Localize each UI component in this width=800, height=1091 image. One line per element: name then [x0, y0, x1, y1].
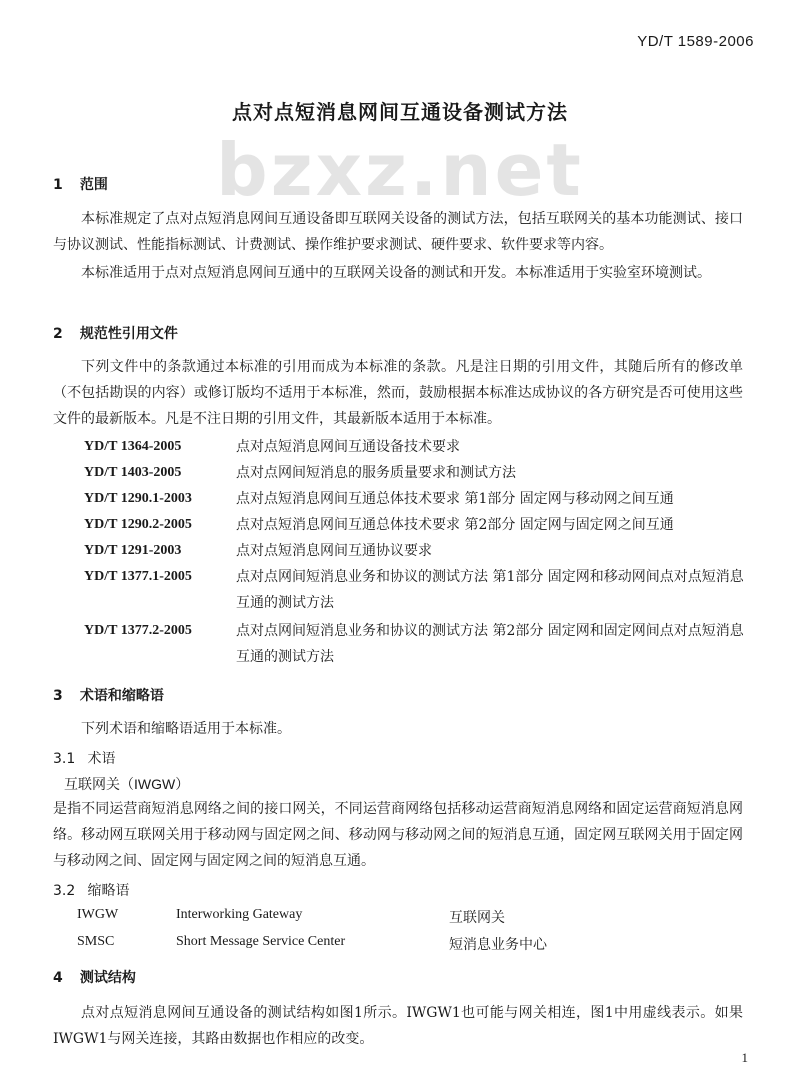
reference-title: 点对点网间短消息的服务质量要求和测试方法: [236, 465, 516, 481]
reference-code: YD/T 1291-2003: [84, 543, 182, 558]
watermark: bzxz.net: [216, 128, 584, 212]
reference-title: 点对点短消息网间互通总体技术要求 第1部分 固定网与移动网之间互通: [236, 491, 674, 507]
reference-code: YD/T 1377.1-2005: [84, 569, 192, 584]
section-number: 2: [53, 326, 63, 342]
reference-title: 点对点短消息网间互通总体技术要求 第2部分 固定网与固定网之间互通: [236, 517, 674, 533]
abbreviation-english: Interworking Gateway: [176, 907, 303, 922]
section-4-heading: [53, 967, 136, 987]
section-1-heading: [53, 174, 108, 194]
term-definition: 是指不同运营商短消息网络之间的接口网关，不同运营商网络包括移动运营商短消息网络和固定运营商短消息网络。移动网互联网关用于移动网与固定网之间、移动网与移动网之间的短消息互通，固定网互联网关用于固定网与移动网之间、固定网与固定网之间的短消息互通。: [53, 801, 743, 869]
section-2-intro: 下列文件中的条款通过本标准的引用而成为本标准的条款。凡是注日期的引用文件，其随后所有的修改单（不包括勘误的内容）或修订版均不适用于本标准，然而，鼓励根据本标准达成协议的各方研究是否可使用这些文件的最新版本。凡是不注日期的引用文件，其最新版本适用于本标准。: [53, 359, 743, 427]
section-number: 3: [53, 688, 63, 704]
section-3-heading: [53, 685, 164, 705]
section-3-intro: 下列术语和缩略语适用于本标准。: [81, 721, 291, 737]
section-2-heading: [53, 323, 178, 343]
reference-title: 点对点短消息网间互通协议要求: [236, 543, 432, 559]
term-name: 互联网关（IWGW）: [64, 776, 190, 792]
reference-title: 点对点网间短消息业务和协议的测试方法 第1部分 固定网和移动网间点对点短消息互通的测试方法: [236, 569, 744, 611]
section-3-2-heading: [53, 880, 129, 900]
subsection-title: 术语: [87, 751, 116, 767]
abbreviation: SMSC: [77, 934, 115, 949]
abbreviation-row: [77, 934, 697, 956]
section-title: 测试结构: [79, 970, 136, 986]
reference-code: YD/T 1377.2-2005: [84, 623, 192, 638]
abbreviation: IWGW: [77, 907, 119, 922]
abbreviation-chinese: 短消息业务中心: [449, 937, 547, 953]
section-1-paragraph-1: 本标准规定了点对点短消息网间互通设备即互联网关设备的测试方法，包括互联网关的基本功能测试、接口与协议测试、性能指标测试、计费测试、操作维护要求测试、硬件要求、软件要求等内容。: [53, 211, 743, 253]
section-title: 规范性引用文件: [79, 326, 178, 342]
abbreviation-chinese: 互联网关: [449, 910, 505, 926]
abbreviation-english: Short Message Service Center: [176, 934, 346, 949]
document-title: 点对点短消息网间互通设备测试方法: [232, 100, 568, 124]
reference-code: YD/T 1403-2005: [84, 465, 182, 480]
section-4-paragraph: 点对点短消息网间互通设备的测试结构如图1所示。IWGW1也可能与网关相连，图1中用虚线表示。如果IWGW1与网关连接，其路由数据也作相应的改变。: [53, 1005, 743, 1047]
section-title: 术语和缩略语: [79, 688, 164, 704]
subsection-number: 3.2: [53, 883, 76, 899]
page-number: 1: [741, 1050, 748, 1065]
section-number: 1: [53, 177, 63, 193]
subsection-title: 缩略语: [87, 883, 130, 899]
reference-code: YD/T 1364-2005: [84, 439, 182, 454]
reference-title: 点对点网间短消息业务和协议的测试方法 第2部分 固定网和固定网间点对点短消息互通的测试方法: [236, 623, 744, 665]
reference-code: YD/T 1290.2-2005: [84, 517, 192, 532]
section-3-1-heading: [53, 748, 115, 768]
reference-title: 点对点短消息网间互通设备技术要求: [236, 439, 460, 455]
abbreviation-row: [77, 907, 697, 929]
section-number: 4: [53, 970, 63, 986]
subsection-number: 3.1: [53, 751, 76, 767]
section-title: 范围: [79, 177, 108, 193]
document-code: YD/T 1589-2006: [637, 33, 754, 50]
reference-code: YD/T 1290.1-2003: [84, 491, 192, 506]
section-1-paragraph-2: 本标准适用于点对点短消息网间互通中的互联网关设备的测试和开发。本标准适用于实验室环境测试。: [81, 265, 711, 281]
